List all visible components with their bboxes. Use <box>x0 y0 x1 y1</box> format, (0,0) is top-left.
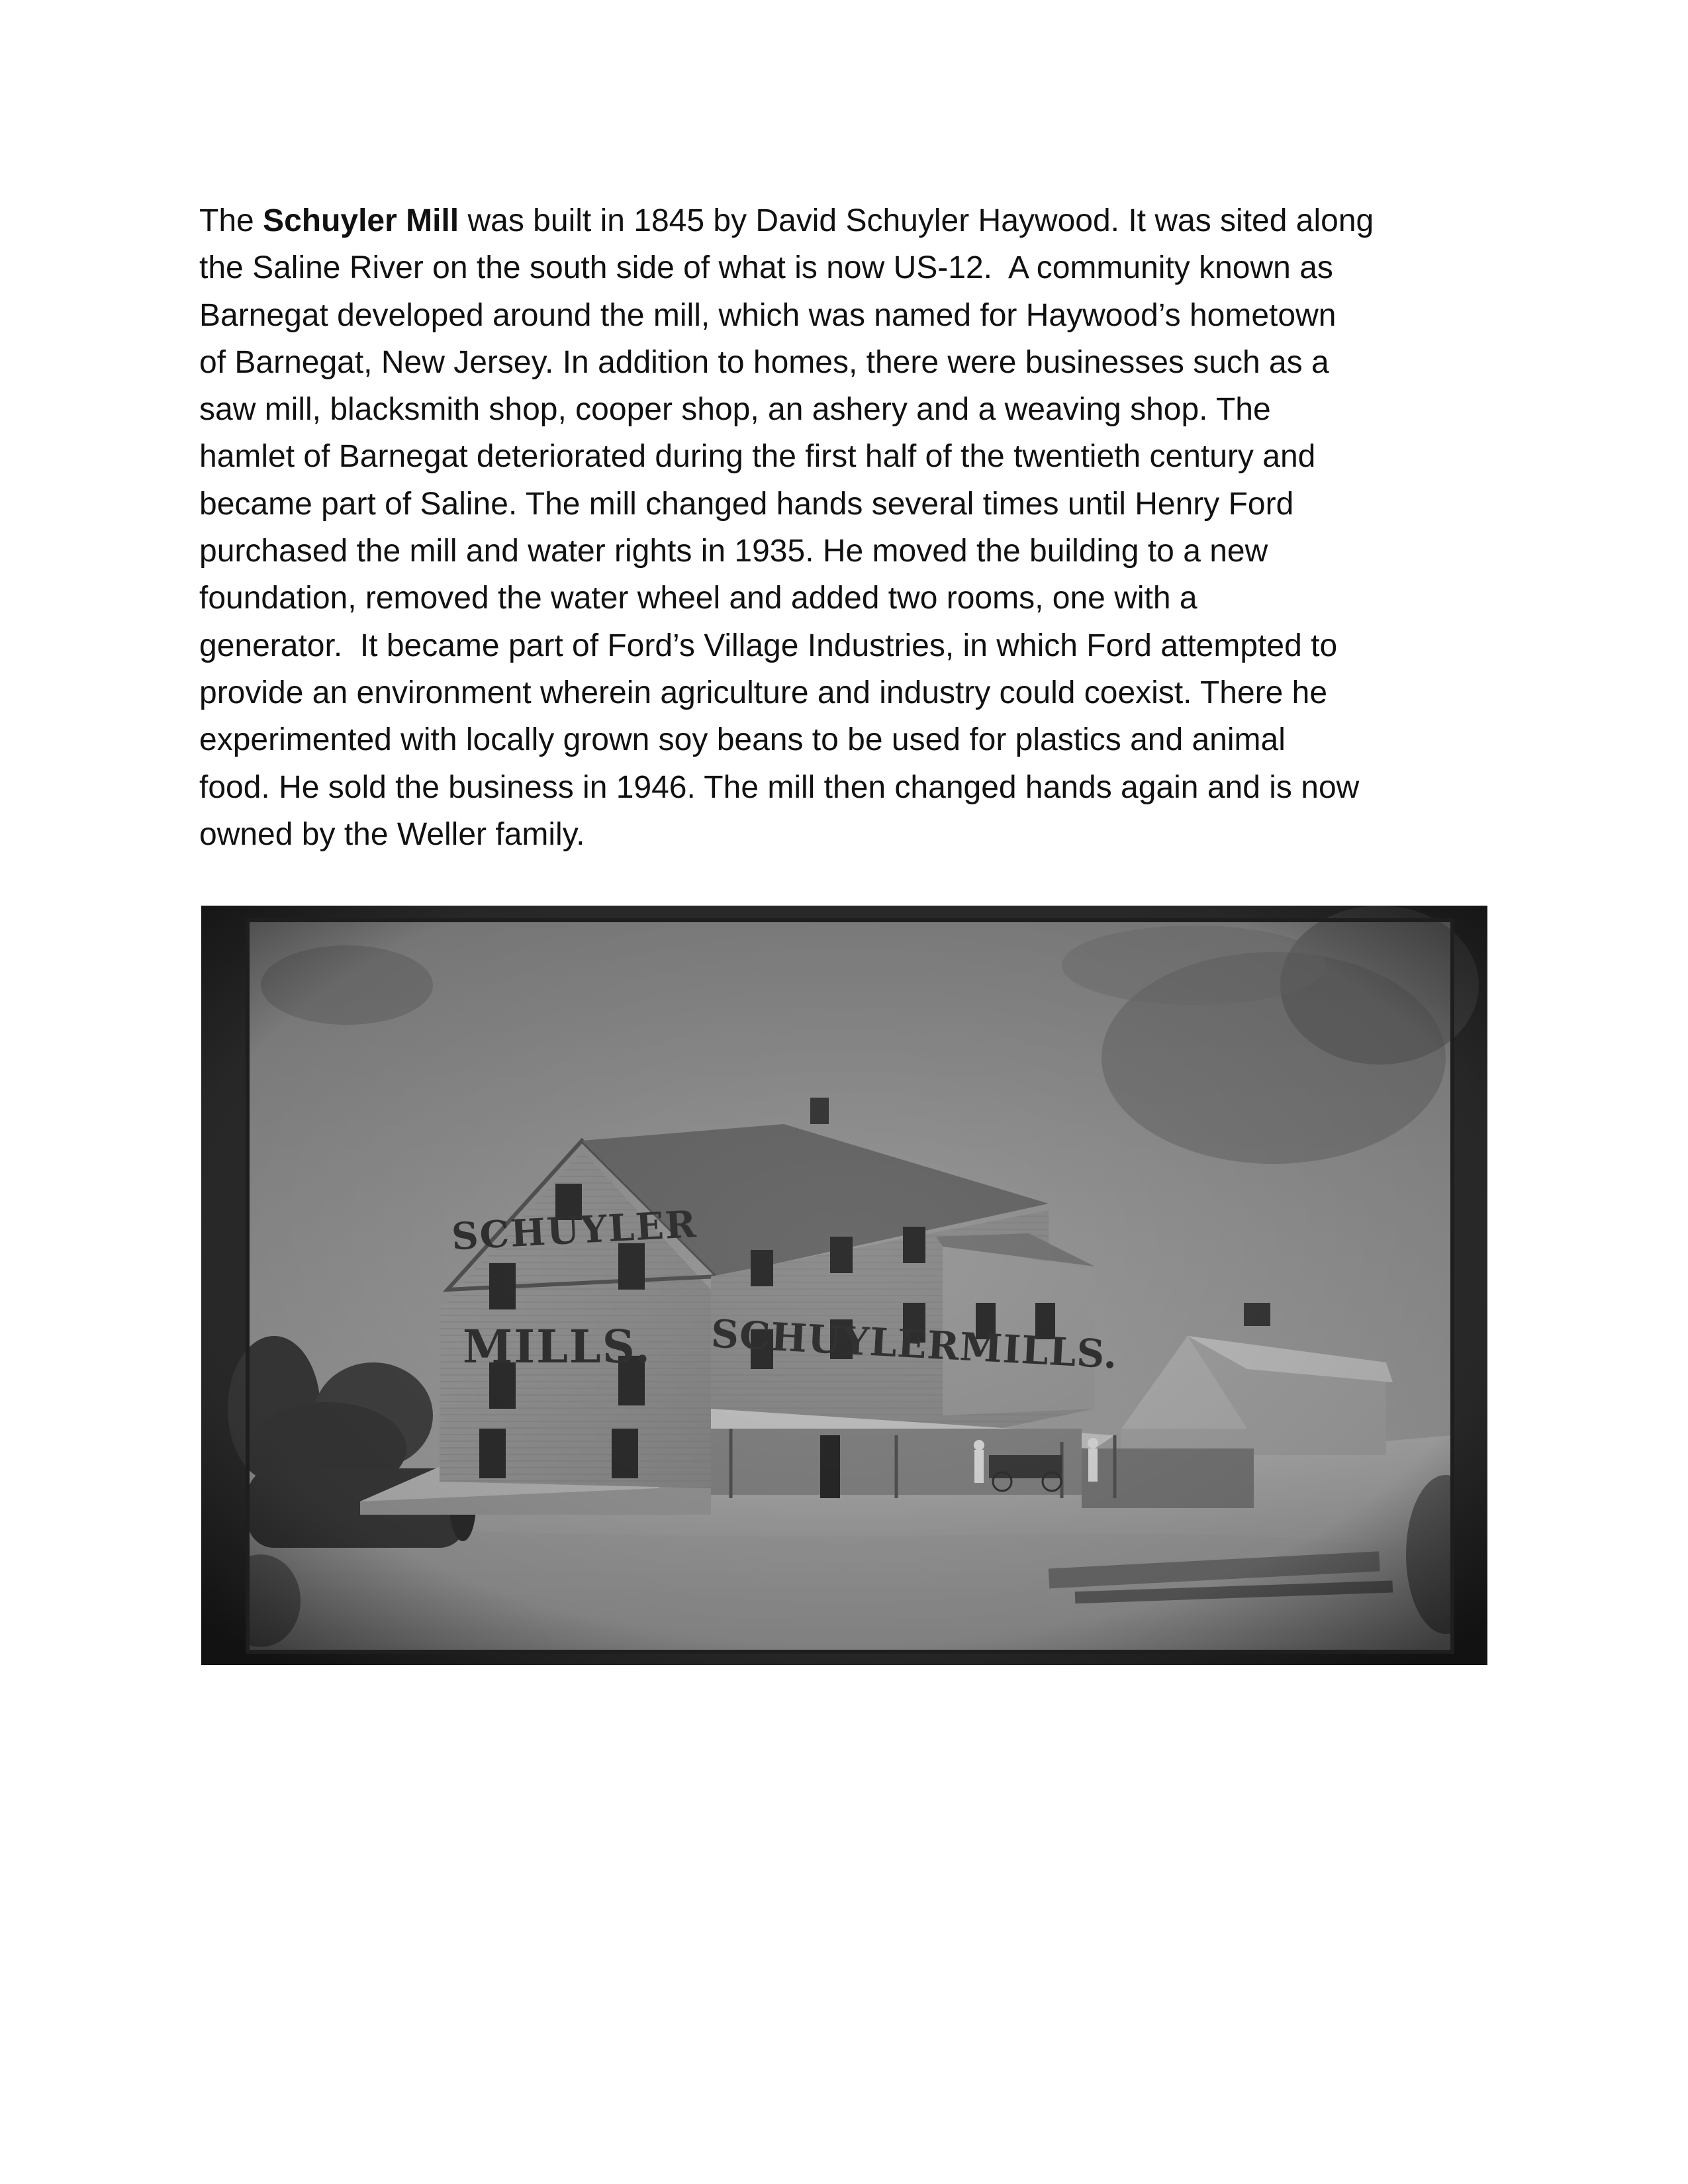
line-1-suffix: was built in 1845 by David Schuyler Haywood. It was sited along <box>459 203 1374 238</box>
history-paragraph <box>199 197 1497 858</box>
paragraph-line-3: Barnegat developed around the mill, which was named for Haywood’s hometown <box>199 297 1336 333</box>
paragraph-line-12: experimented with locally grown soy beans to be used for plastics and animal <box>199 722 1286 758</box>
line-1-prefix: The <box>199 203 263 238</box>
paragraph-line-14: owned by the Weller family. <box>199 816 585 852</box>
paragraph-line-7: became part of Saline. The mill changed hands several times until Henry Ford <box>199 486 1294 522</box>
paragraph-line-6: hamlet of Barnegat deteriorated during the first half of the twentieth century and <box>199 439 1316 475</box>
paragraph-line-5: saw mill, blacksmith shop, cooper shop, an ashery and a weaving shop. The <box>199 392 1271 428</box>
mill-name-bold: Schuyler Mill <box>263 203 459 238</box>
paragraph-line-11: provide an environment wherein agriculture and industry could coexist. There he <box>199 675 1328 710</box>
paragraph-line-9: foundation, removed the water wheel and added two rooms, one with a <box>199 581 1197 616</box>
paragraph-line-4: of Barnegat, New Jersey. In addition to homes, there were businesses such as a <box>199 344 1329 380</box>
historic-mill-photograph <box>201 906 1487 1665</box>
paragraph-line-1 <box>199 197 1497 244</box>
paragraph-line-8: purchased the mill and water rights in 1935. He moved the building to a new <box>199 534 1268 569</box>
paragraph-line-10: generator. It became part of Ford’s Village Industries, in which Ford attempted to <box>199 628 1338 663</box>
paragraph-line-2: the Saline River on the south side of what is now US-12. A community known as <box>199 250 1333 286</box>
paragraph-line-13: food. He sold the business in 1946. The mill then changed hands again and is now <box>199 769 1360 805</box>
